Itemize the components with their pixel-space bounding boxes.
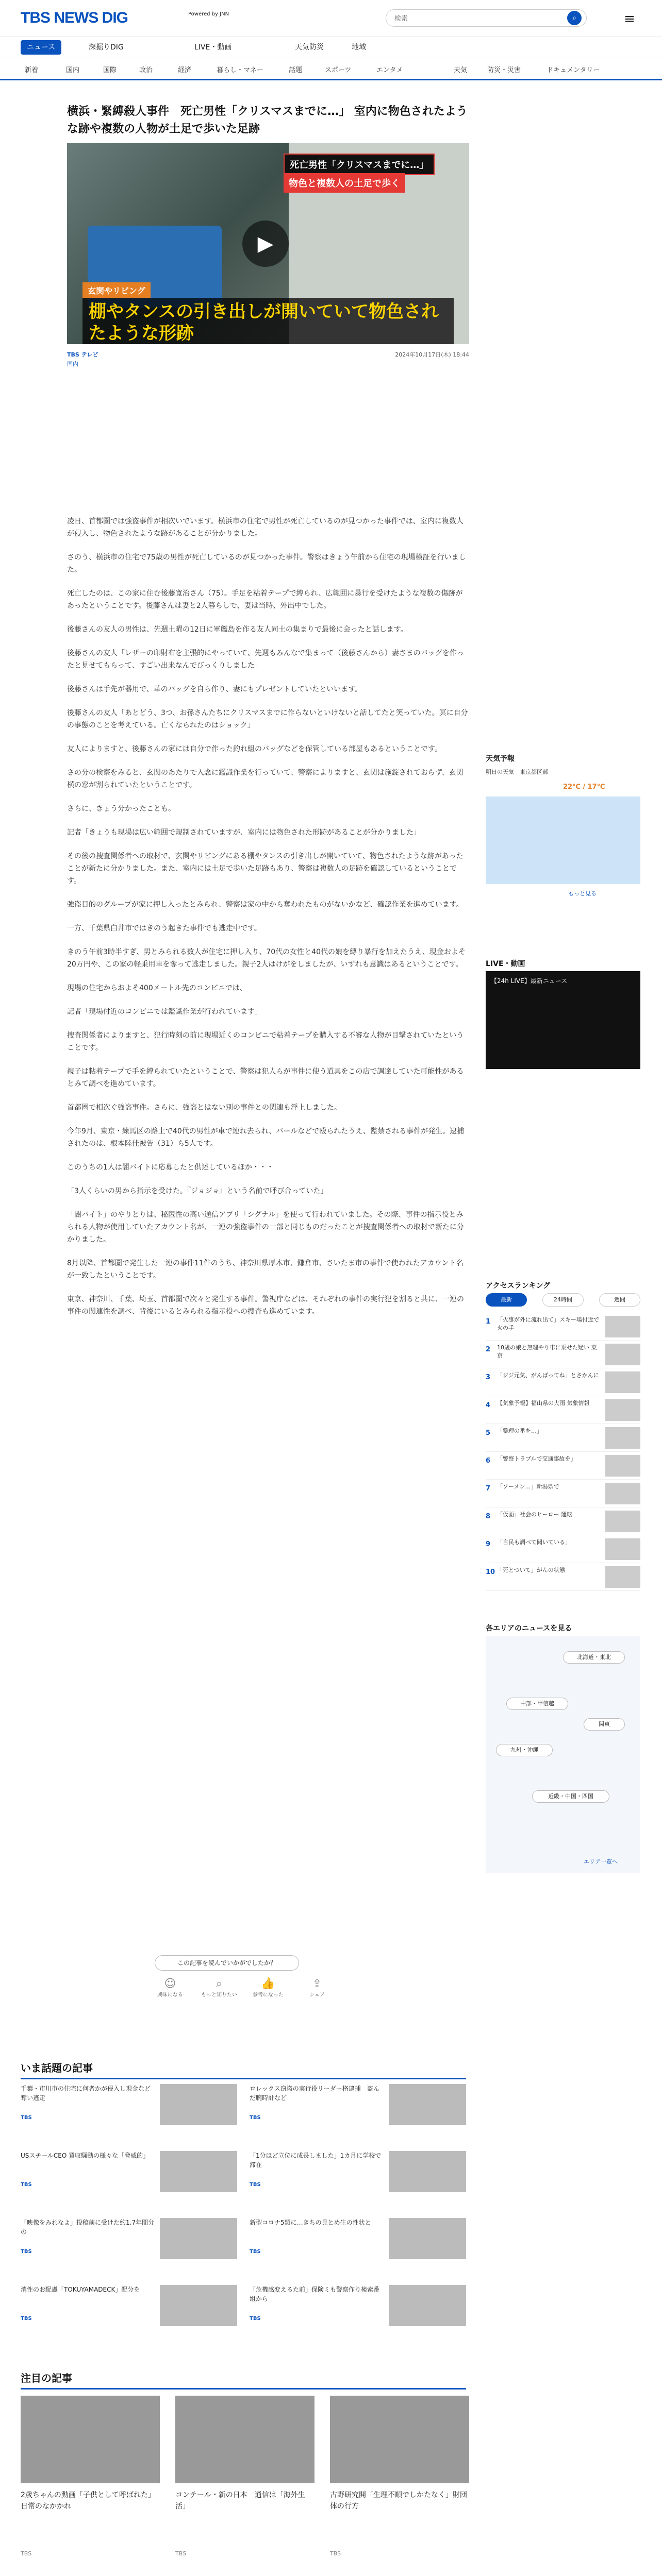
hero-caption-1: 死亡男性「クリスマスまでに…」 — [284, 154, 435, 175]
paragraph: 東京、神奈川、千葉、埼玉、首都圏で次々と発生する事件。警視庁などは、それぞれの事件の実行犯を割ると共に、一連の事件の関連性を調べ、背後にいるとみられる指示役への捜査も進めています。 — [67, 1295, 464, 1316]
rank-tab-week[interactable]: 週間 — [599, 1293, 640, 1307]
area-hokkaido-tohoku[interactable]: 北海道・東北 — [563, 1651, 625, 1664]
thumbnail — [389, 2285, 466, 2326]
paragraph: 現場の住宅からおよそ400メートル先のコンビニでは、 — [67, 984, 247, 992]
area-more-link[interactable]: エリア一覧へ — [584, 1858, 618, 1865]
area-kanto[interactable]: 関東 — [584, 1718, 625, 1731]
thumbnail — [160, 2218, 237, 2259]
hero-video[interactable] — [67, 143, 469, 344]
rank-item[interactable]: 6 「警察トラブルで交通事故を」 — [486, 1453, 640, 1480]
paragraph: 「闇バイト」のやりとりは、秘匿性の高い通信アプリ「シグナル」を使って行われていました。その際、事件の指示役とみられる人物が使用していたアカウント名が、一連の強盗事件の一部と同じものだったことが捜査関係者への取材で新たに分かりました。 — [67, 1211, 464, 1244]
card-image — [175, 2396, 315, 2483]
paragraph: 一方、千葉県白井市ではきのう起きた事件でも逃走中です。 — [67, 924, 261, 933]
thumbnail — [389, 2084, 466, 2125]
page-title: 横浜・緊縛殺人事件 死亡男性「クリスマスまでに…」 室内に物色されたような跡や複数の人物が土足で歩いた足跡 — [67, 105, 468, 135]
site-logo[interactable]: TBS NEWS DIG — [21, 9, 128, 26]
weather-title: 天気予報 — [486, 755, 515, 763]
hero-tag: 玄関やリビング — [82, 282, 151, 298]
paragraph: 8月以降、首都圏で発生した一連の事件11件のうち、神奈川県厚木市、鎌倉市、さいたま市の事件で使われたアカウント名が一致したということです。 — [67, 1259, 464, 1280]
thumbnail — [389, 2151, 466, 2192]
cat-sports[interactable]: スポーツ — [325, 66, 352, 74]
article-meta — [67, 350, 469, 367]
tab-live[interactable]: LIVE・動画 — [194, 43, 232, 52]
thumbnail — [389, 2218, 466, 2259]
ranking-tabs — [486, 1293, 640, 1309]
paragraph: さらに、きょう分かったことも。 — [67, 805, 175, 813]
paragraph: 後藤さんの友人の男性は、先週土曜の12日に軍艦島を作る友人同士の集まりで最後に会ったと話します。 — [67, 625, 408, 634]
paragraph: 後藤さんの友人「レザーの印財布を主張的にやっていて、先週もみんなで集まって（後藤さんから）妻さまのバッグを作ったと見せてもらって、すごい出来なんでびっくりしました」 — [67, 649, 464, 670]
rank-item[interactable]: 4 【気象予報】福山県の大雨 気象情報 — [486, 1397, 640, 1424]
category-link[interactable]: 国内 — [67, 361, 78, 367]
tab-weather[interactable]: 天気防災 — [295, 43, 324, 52]
tab-news[interactable]: ニュース — [21, 40, 61, 55]
paragraph: さの分の検察をみると、玄関のあたりで入念に鑑識作業を行っていて、警察によりますと、玄関は施錠されておらず、玄関横の窓が割られていたということです。 — [67, 769, 464, 789]
cat-disaster[interactable]: 防災・災害 — [487, 66, 521, 74]
cat-entertainment[interactable]: エンタメ — [376, 66, 403, 74]
reaction-interest[interactable]: ☺ 興味になる — [147, 1977, 193, 1998]
paragraph: きのう午前3時半すぎ、男とみられる数人が住宅に押し入り、70代の女性と40代の娘を縛り暴行を加えたうえ、現金およそ20万円や、この家の軽乗用車を奪って逃走しました。親子2人はけがをしましたが、いずれも意識はあるということです。 — [67, 948, 466, 969]
ranking-title: アクセスランキング — [486, 1282, 551, 1290]
search-input[interactable] — [386, 9, 587, 27]
area-kyushu[interactable]: 九州・沖縄 — [496, 1744, 553, 1756]
play-icon[interactable]: ▶ — [242, 221, 289, 267]
paragraph: このうちの1人は闇バイトに応募したと供述しているほか・・・ — [67, 1163, 274, 1172]
paragraph: さのう、横浜市の住宅で75歳の男性が死亡しているのが見つかった事件。警察はきょう午前から住宅の現場検証を行いました。 — [67, 553, 466, 574]
rank-thumb — [605, 1566, 640, 1588]
rank-item[interactable]: 5 「整理の番を…」 — [486, 1425, 640, 1452]
list-item[interactable]: ロレックス窃盗の実行役リーダー格逮捕 盗んだ腕時計など TBS — [250, 2084, 466, 2125]
site-header — [0, 0, 662, 37]
weather-temp: 22℃ / 17℃ — [563, 783, 605, 791]
rank-thumb — [605, 1316, 640, 1337]
weather-widget[interactable] — [486, 768, 640, 897]
cat-politics[interactable]: 政治 — [139, 66, 153, 74]
live-player[interactable] — [486, 971, 640, 1069]
rank-item[interactable]: 10 「死とついて」がんの状態 — [486, 1564, 640, 1591]
search-icon: ⌕ — [216, 1977, 223, 1990]
paragraph: 強盗目的のグループが家に押し入ったとみられ、警察は家の中から奪われたものがないかなど、確認作業を進めています。 — [67, 901, 464, 909]
cat-documentary[interactable]: ドキュメンタリー — [547, 66, 600, 74]
paragraph: 記者「現場付近のコンビニでは鑑識作業が行われています」 — [67, 1008, 262, 1016]
featured-title: 注目の記事 — [21, 2370, 466, 2389]
category-nav — [0, 58, 662, 80]
hero-subtitle: 棚やタンスの引き出しが開いていて物色されたような形跡 — [82, 298, 454, 344]
rank-item[interactable]: 3 「ジジ元気、がんばってね」とさかんに — [486, 1369, 640, 1396]
rank-item[interactable]: 7 「ソーメン…」新潟県で — [486, 1481, 640, 1507]
powered-by: Powered by JNN — [188, 11, 229, 17]
list-item[interactable]: 新型コロナ5類に…きちの見とめ生の性状と TBS — [250, 2218, 466, 2259]
feedback-prompt: この記事を読んでいかがでしたか？ — [155, 1955, 299, 1971]
rank-thumb — [605, 1455, 640, 1477]
list-item[interactable]: 「危機感変えるた前」保険ミも警察作り検索番組から TBS — [250, 2285, 466, 2326]
paragraph: 後藤さんの友人「あとどう、3つ、お孫さんたちにクリスマスまでに作らないといけないと話してたと笑っていた。冥に自分の事態のことを考えている。亡くなられたのはショック」 — [67, 709, 468, 730]
card-image — [330, 2396, 469, 2483]
reaction-bar — [147, 1977, 353, 2008]
live-title: LIVE・動画 — [486, 960, 525, 968]
list-item[interactable]: USスチールCEO 買収騒動の様々な「脅威的」 TBS — [21, 2151, 237, 2192]
featured-card[interactable]: 2歳ちゃんの動画「子供として呼ばれた」日常のなかかれ TBS — [21, 2396, 160, 2566]
share-icon: ⇪ — [312, 1977, 322, 1990]
paragraph: 凌日、首都圏では強盗事件が相次いでいます。横浜市の住宅で男性が死亡しているのが見つかった事件では、室内に複数人が侵入し、物色されたような跡があることが分かりました。 — [67, 517, 464, 538]
featured-card[interactable]: コンテール・新の日本 通信は「海外生活」 TBS — [175, 2396, 315, 2566]
paragraph: 記者「きょうも現場は広い範囲で規制されていますが、室内には物色された形跡があることが分かりました」 — [67, 828, 421, 837]
rank-tab-24h[interactable]: 24時間 — [542, 1293, 584, 1307]
search-icon[interactable]: ⌕ — [567, 11, 582, 25]
paragraph: 捜査関係者によりますと、犯行時刻の前に現場近くのコンビニで粘着テープを購入する不審な人物が目撃されていたということです。 — [67, 1031, 464, 1052]
cat-domestic[interactable]: 国内 — [66, 66, 80, 74]
area-title: 各エリアのニュースを見る — [486, 1624, 572, 1633]
reaction-more[interactable]: ⌕ もっと知りたい — [196, 1977, 242, 1998]
area-chubu[interactable]: 中部・甲信越 — [506, 1698, 568, 1710]
paragraph: 友人によりますと、後藤さんの家には自分で作った釣れ組のバッグなどを保管している部屋もあるということです。 — [67, 745, 442, 753]
menu-icon[interactable]: ≡ — [624, 11, 635, 27]
paragraph: 「3人くらいの男から指示を受けた。『ジョジョ』という名前で呼び合っていた」 — [67, 1187, 328, 1195]
rank-thumb — [605, 1344, 640, 1365]
rank-thumb — [605, 1399, 640, 1421]
thumbnail — [160, 2285, 237, 2326]
main-tabs — [0, 37, 662, 58]
paragraph: 首都圏で相次ぐ強盗事件。さらに、強盗とはない別の事件との関連も浮上しました。 — [67, 1104, 341, 1112]
thumbnail — [160, 2084, 237, 2125]
reaction-useful[interactable]: 👍 参考になった — [245, 1977, 291, 1998]
thumbs-up-icon: 👍 — [261, 1977, 275, 1990]
cat-weather[interactable]: 天気 — [454, 66, 468, 74]
smile-icon: ☺ — [164, 1977, 176, 1990]
cat-new[interactable]: 新着 — [25, 66, 39, 74]
rank-item[interactable]: 9 「自民も調べて聞いている」 — [486, 1536, 640, 1563]
card-image — [21, 2396, 160, 2483]
rank-thumb — [605, 1511, 640, 1532]
rank-item[interactable]: 8 「仮面」社会のヒーロー 運転 — [486, 1509, 640, 1535]
rank-thumb — [605, 1371, 640, 1393]
tab-dig[interactable]: 深掘りDIG — [89, 43, 124, 52]
weather-map — [486, 796, 640, 884]
paragraph: 親子は粘着テープで手を縛られていたということで、警察は犯人らが事件に使う道具をこの店で調達していた可能性があるとみて調べを進めています。 — [67, 1067, 464, 1088]
tab-region[interactable]: 地域 — [352, 43, 366, 52]
list-item[interactable]: 「映像をみれなよ」投稿前に受けた約1.7年間分の TBS — [21, 2218, 237, 2259]
publish-date: 2024年10月17日(木) 18:44 — [395, 351, 469, 358]
list-item[interactable]: 消性のお配慮「TOKUYAMADECK」配分を TBS — [21, 2285, 237, 2326]
area-map — [486, 1636, 640, 1873]
rank-thumb — [605, 1483, 640, 1504]
weather-location: 明日の天気 東京都区部 — [486, 769, 548, 775]
rank-tab-latest[interactable]: 最新 — [486, 1293, 527, 1307]
paragraph: その後の捜査関係者への取材で、玄関やリビングにある棚やタンスの引き出しが開いていて、物色されたような跡があったことが新たに分かりました。また、室内には土足で歩いた足跡もあり、警察は複数人の足跡を確認しているということです。 — [67, 852, 464, 885]
paragraph: 今年9月、東京・練馬区の路上で40代の男性が車で連れ去られ、バールなどで殴られたうえ、監禁される事件が発生。逮捕されたのは、根本陸佳被告（31）ら5人です。 — [67, 1127, 465, 1148]
cat-economy[interactable]: 経済 — [178, 66, 192, 74]
popular-title: いま話題の記事 — [21, 2060, 466, 2079]
cat-topics[interactable]: 話題 — [289, 66, 303, 74]
article-body — [67, 515, 469, 1329]
source-label: TBS テレビ — [67, 351, 98, 358]
rank-item[interactable]: 1 「火事が外に流れ出て」スキー場付近で火の手 — [486, 1314, 640, 1341]
paragraph: 死亡したのは、この家に住む後藤寛治さん（75）。手足を粘着テープで縛られ、広範囲に暴行を受けたような複数の傷跡があったということです。後藤さんは妻と2人暮らしで、妻は当時、外出中でした。 — [67, 589, 463, 610]
share-button[interactable]: ⇪ シェア — [294, 1977, 340, 1998]
paragraph: 後藤さんは手先が器用で、革のバッグを自ら作り、妻にもプレゼントしていたといいます。 — [67, 685, 362, 693]
rank-thumb — [605, 1538, 640, 1560]
thumbnail — [160, 2151, 237, 2192]
area-kinki[interactable]: 近畿・中国・四国 — [532, 1790, 609, 1803]
list-item[interactable]: 千葉・市川市の住宅に何者かが侵入し現金など奪い逃走 TBS — [21, 2084, 237, 2125]
weather-more-link[interactable]: もっと見る — [568, 890, 597, 897]
cat-intl[interactable]: 国際 — [103, 66, 117, 74]
rank-item[interactable]: 2 10歳の娘と無理やり車に乗せた疑い 東京 — [486, 1342, 640, 1368]
rank-thumb — [605, 1427, 640, 1449]
live-caption: 【24h LIVE】最新ニュース — [491, 977, 568, 985]
list-item[interactable]: 「1分ほど立位に成長しました」1カ月に学校で滞在 TBS — [250, 2151, 466, 2192]
hero-caption-2: 物色と複数人の土足で歩く — [284, 173, 405, 193]
featured-card[interactable]: 古野研究開「生理不順でしかたなく」財団体の行方 TBS — [330, 2396, 469, 2566]
cat-life[interactable]: 暮らし・マネー — [217, 66, 264, 74]
